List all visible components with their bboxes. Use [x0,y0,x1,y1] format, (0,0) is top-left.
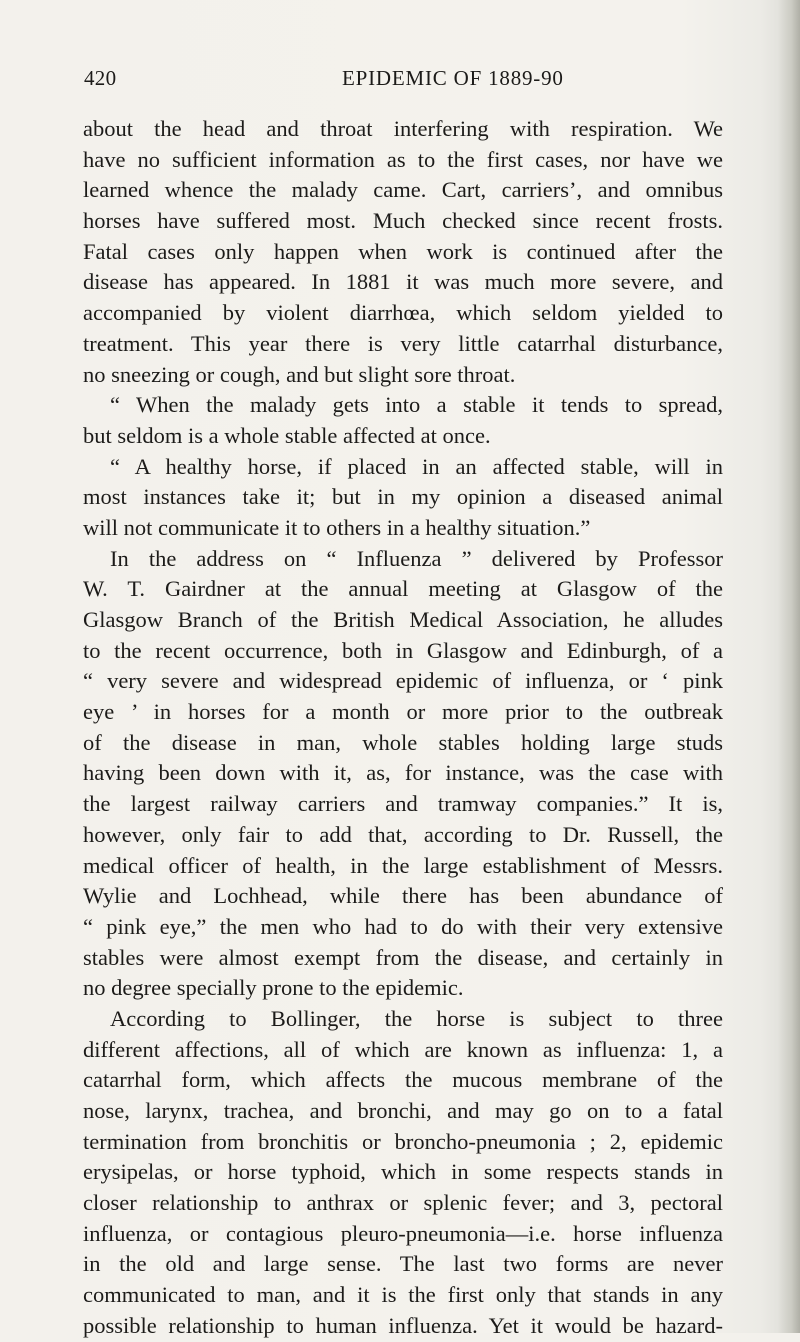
text-line: erysipelas, or horse typhoid, which in some respects stands in [83,1159,723,1185]
text-line: no sneezing or cough, and but slight sore throat. [83,361,516,387]
text-line: termination from bronchitis or broncho-pneumonia ; 2, epidemic [83,1128,723,1154]
text-line: possible relationship to human influenza. Yet it would be hazard- [83,1312,723,1338]
text-line: treatment. This year there is very little catarrhal disturbance, [83,330,723,356]
text-line: but seldom is a whole stable affected at once. [83,422,491,448]
text-line: “ very severe and widespread epidemic of influenza, or ‘ pink [83,668,723,694]
text-line: different affections, all of which are known as influenza: 1, a [83,1036,723,1062]
text-line: having been down with it, as, for instance, was the case with [83,760,723,786]
text-line: the largest railway carriers and tramway companies.” It is, [83,791,723,817]
text-line: no degree specially prone to the epidemic. [83,975,464,1001]
text-line: closer relationship to anthrax or splenic fever; and 3, pectoral [83,1190,723,1216]
page-header [84,66,724,94]
text-line: “ A healthy horse, if placed in an affected stable, will in [110,453,723,479]
page-number: 420 [84,66,117,90]
text-line: most instances take it; but in my opinion a diseased animal [83,484,723,510]
text-line: eye ’ in horses for a month or more prior to the outbreak [83,699,723,725]
text-line: will not communicate it to others in a healthy situation.” [83,514,591,540]
text-line: Wylie and Lochhead, while there has been abundance of [83,883,723,909]
text-line: stables were almost exempt from the disease, and certainly in [83,944,723,970]
text-line: have no sufficient information as to the first cases, nor have we [83,146,723,172]
text-line: learned whence the malady came. Cart, carriers’, and omnibus [83,177,723,203]
text-line: catarrhal form, which affects the mucous membrane of the [83,1067,723,1093]
text-line: Fatal cases only happen when work is continued after the [83,238,723,264]
text-line: however, only fair to add that, according to Dr. Russell, the [83,821,723,847]
text-line: about the head and throat interfering with respiration. We [83,116,723,141]
text-line: of the disease in man, whole stables holding large studs [83,729,723,755]
text-line: According to Bollinger, the horse is subject to three [110,1005,723,1031]
text-line: W. T. Gairdner at the annual meeting at Glasgow of the [83,576,723,602]
text-line: “ pink eye,” the men who had to do with their very extensive [83,913,723,939]
text-line: accompanied by violent diarrhœa, which seldom yielded to [83,300,723,326]
text-line: in the old and large sense. The last two forms are never [83,1251,723,1277]
running-head: EPIDEMIC OF 1889-90 [342,66,564,90]
body-text [83,114,723,1342]
text-line: “ When the malady gets into a stable it tends to spread, [110,392,723,418]
text-line: In the address on “ Influenza ” delivered by Professor [110,545,723,571]
text-line: Glasgow Branch of the British Medical Association, he alludes [83,607,723,632]
text-line: medical officer of health, in the large establishment of Messrs. [83,852,723,878]
text-line: disease has appeared. In 1881 it was much more severe, and [83,269,723,295]
text-line: nose, larynx, trachea, and bronchi, and may go on to a fatal [83,1098,723,1123]
text-line: horses have suffered most. Much checked since recent frosts. [83,208,723,234]
text-line: communicated to man, and it is the first only that stands in any [83,1282,723,1308]
text-line: influenza, or contagious pleuro-pneumonia—i.e. horse influenza [83,1220,723,1246]
page-edge-shadow [778,0,800,1333]
text-line: to the recent occurrence, both in Glasgow and Edinburgh, of a [83,637,723,663]
